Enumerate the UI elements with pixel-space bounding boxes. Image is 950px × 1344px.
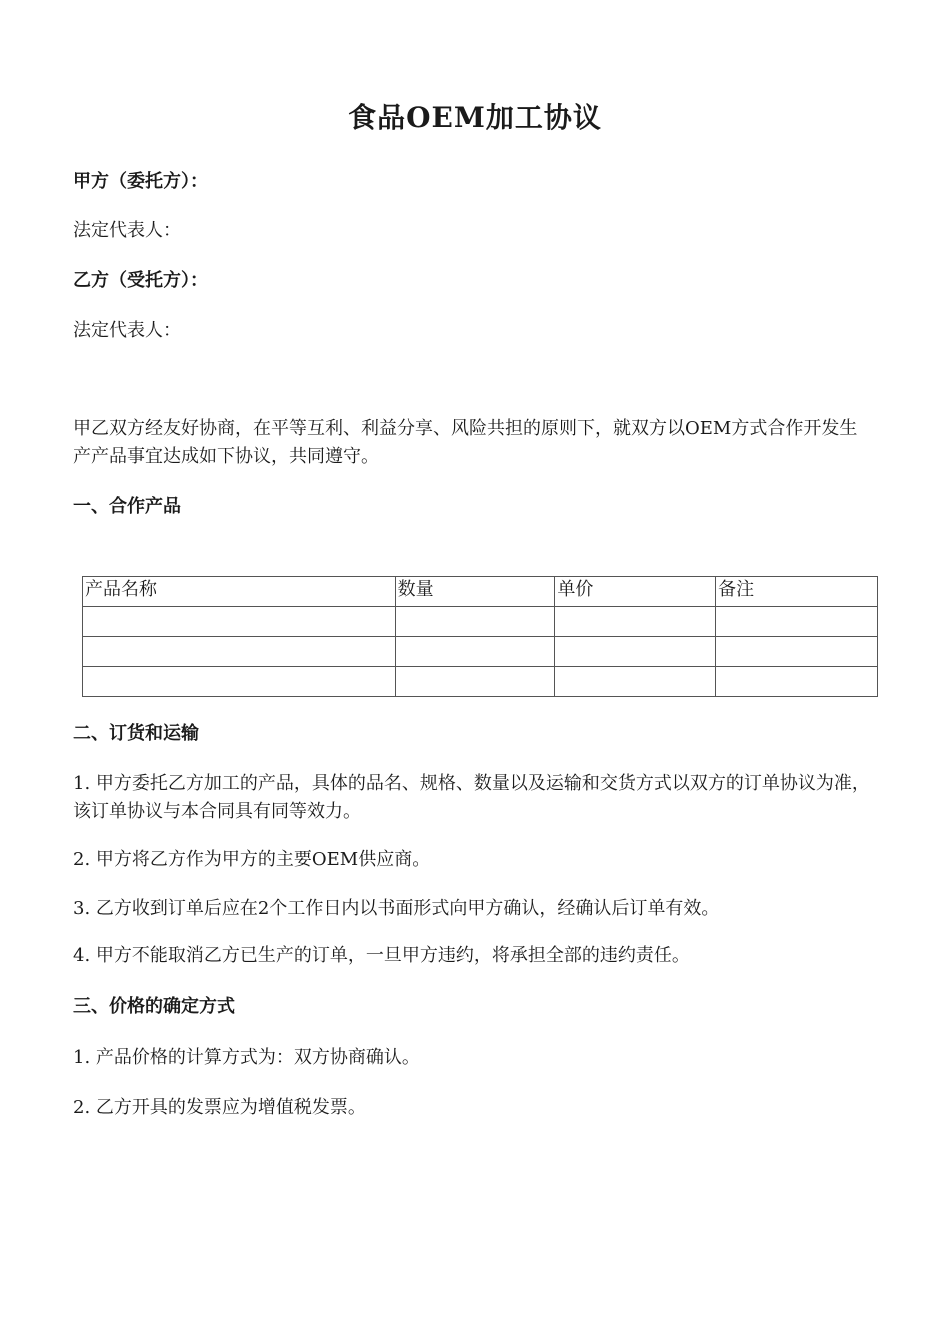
- header-quantity: 数量: [395, 577, 555, 607]
- section-2-item-1: 1. 甲方委托乙方加工的产品，具体的品名、规格、数量以及运输和交货方式以双方的订单协议为准，该订单协议与本合同具有同等效力。: [73, 773, 870, 822]
- header-unit-price: 单价: [555, 577, 716, 607]
- table-row: [83, 637, 878, 667]
- intro-paragraph: 甲乙双方经友好协商，在平等互利、利益分享、风险共担的原则下，就双方以OEM方式合作开发生产产品事宜达成如下协议，共同遵守。: [73, 418, 858, 467]
- table-header-row: [83, 577, 878, 607]
- table-row: [83, 607, 878, 637]
- section-3-item-2: 2. 乙方开具的发票应为增值税发票。: [73, 1097, 366, 1118]
- section-2-heading: 二、订货和运输: [73, 723, 199, 744]
- section-3-item-1: 1. 产品价格的计算方式为：双方协商确认。: [73, 1047, 420, 1068]
- header-remarks: 备注: [716, 577, 878, 607]
- table-cell[interactable]: [555, 607, 716, 637]
- table-cell[interactable]: [395, 637, 555, 667]
- party-b-label: 乙方（受托方）：: [73, 270, 208, 291]
- section-3-heading: 三、价格的确定方式: [73, 996, 235, 1017]
- table-cell[interactable]: [395, 607, 555, 637]
- table-cell[interactable]: [83, 607, 396, 637]
- section-2-item-4: 4. 甲方不能取消乙方已生产的订单，一旦甲方违约，将承担全部的违约责任。: [73, 945, 690, 966]
- section-2-item-3: 3. 乙方收到订单后应在2个工作日内以书面形式向甲方确认，经确认后订单有效。: [73, 898, 720, 919]
- table-cell[interactable]: [716, 607, 878, 637]
- party-a-label: 甲方（委托方）：: [73, 171, 208, 192]
- party-a-representative: 法定代表人：: [73, 220, 181, 241]
- table-row: [83, 667, 878, 697]
- table-cell[interactable]: [555, 667, 716, 697]
- table-cell[interactable]: [83, 637, 396, 667]
- section-2-item-2: 2. 甲方将乙方作为甲方的主要OEM供应商。: [73, 849, 431, 870]
- table-cell[interactable]: [555, 637, 716, 667]
- document-title: 食品OEM加工协议: [348, 101, 602, 134]
- table-cell[interactable]: [716, 637, 878, 667]
- product-table: [82, 576, 878, 697]
- table-cell[interactable]: [83, 667, 396, 697]
- table-cell[interactable]: [395, 667, 555, 697]
- table-cell[interactable]: [716, 667, 878, 697]
- party-b-representative: 法定代表人：: [73, 320, 181, 341]
- section-1-heading: 一、合作产品: [73, 496, 181, 517]
- header-product-name: 产品名称: [83, 577, 396, 607]
